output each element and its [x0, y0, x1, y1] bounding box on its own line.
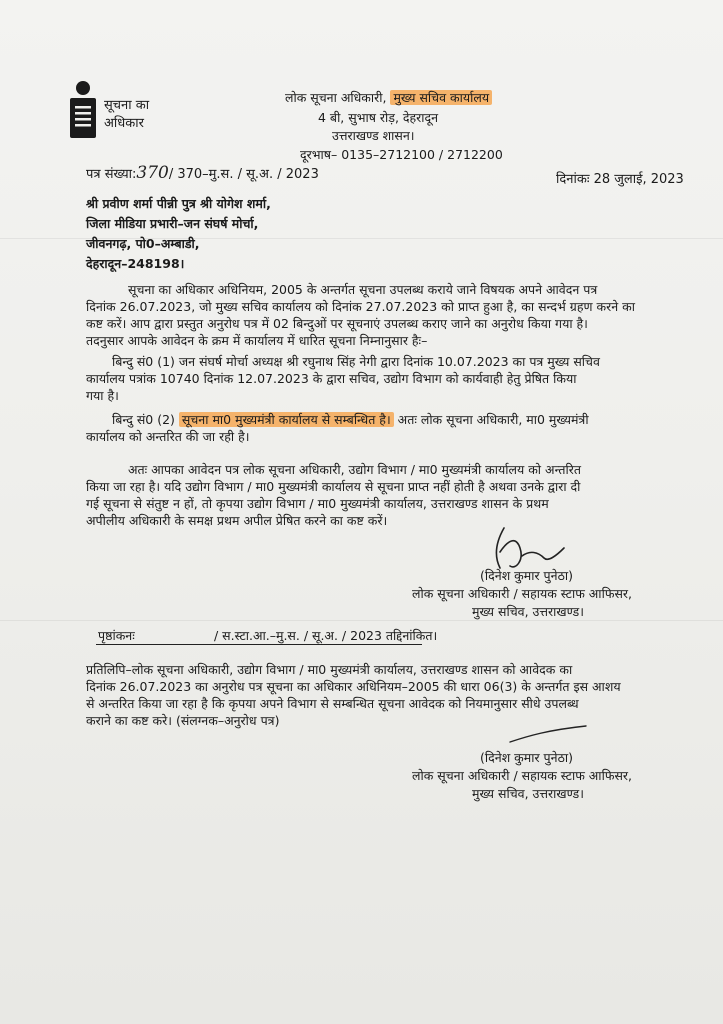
address-line: जिला मीडिया प्रभारी–जन संघर्ष मोर्चा,: [86, 216, 259, 231]
signatory-designation: लोक सूचना अधिकारी / सहायक स्टाफ आफिसर,: [412, 768, 632, 783]
para1-line: कष्ट करें। आप द्वारा प्रस्तुत अनुरोध पत्र में 02 बिन्दुओं पर सूचनाएं उपलब्ध कराए जाने का अनुरोध किया गया है।: [86, 316, 588, 331]
header-address: 4 बी, सुभाष रोड़, देहरादून: [318, 110, 439, 125]
signatory-office: मुख्य सचिव, उत्तराखण्ड।: [472, 786, 584, 801]
para2-line: गई सूचना से संतुष्ट न हों, तो कृपया उद्योग विभाग / मा0 मुख्यमंत्री कार्यालय, उत्तराखण्ड शासन के प्रथम: [86, 496, 549, 511]
logo-text-line2: अधिकार: [104, 116, 144, 131]
highlighted-office: मुख्य सचिव कार्यालय: [390, 90, 492, 105]
header-line1: [285, 90, 492, 105]
address-line: जीवनगढ़, पो0–अम्बाडी,: [86, 236, 200, 251]
para1-line: तदनुसार आपके आवेदन के क्रम में कार्यालय में धारित सूचना निम्नानुसार हैः–: [86, 333, 428, 348]
point1-line: गया है।: [86, 388, 119, 403]
point1-line: कार्यालय पत्रांक 10740 दिनांक 12.07.2023 के द्वारा सचिव, उद्योग विभाग को कार्यवाही हेतु प्रेषित किया: [86, 371, 577, 386]
para1-line: सूचना का अधिकार अधिनियम, 2005 के अन्तर्गत सूचना उपलब्ध कराये जाने विषयक अपने आवेदन पत्र: [128, 282, 598, 297]
signatory-designation: लोक सूचना अधिकारी / सहायक स्टाफ आफिसर,: [412, 586, 632, 601]
point2-line2: कार्यालय को अन्तरित की जा रही है।: [86, 429, 250, 444]
point2-suffix: अतः लोक सूचना अधिकारी, मा0 मुख्यमंत्री: [397, 412, 589, 427]
signatory-name: (दिनेश कुमार पुनेठा): [480, 750, 573, 765]
para2-line: किया जा रहा है। यदि उद्योग विभाग / मा0 मुख्यमंत्री कार्यालय से सूचना प्राप्त नहीं होती है अथवा उनके द्वारा दी: [86, 479, 581, 494]
reference-number: [86, 163, 319, 183]
rti-logo-icon: [66, 80, 100, 142]
signatory-office: मुख्य सचिव, उत्तराखण्ड।: [472, 604, 584, 619]
point1-line: बिन्दु सं0 (1) जन संघर्ष मोर्चा अध्यक्ष श्री रघुनाथ सिंह नेगी द्वारा दिनांक 10.07.2023 का पत्र मुख्य सचिव: [112, 354, 600, 369]
copy-line: कराने का कष्ट करे। (संलग्नक–अनुरोध पत्र): [86, 713, 280, 728]
letter-date: दिनांकः 28 जुलाई, 2023: [556, 172, 684, 187]
endorsement-text: / स.स्टा.आ.–मु.स. / सू.अ. / 2023 तद्दिनांकित।: [214, 628, 438, 643]
header-state: उत्तराखण्ड शासन।: [332, 128, 415, 143]
ref-label: पत्र संख्या:: [86, 167, 137, 182]
highlighted-point2: सूचना मा0 मुख्यमंत्री कार्यालय से सम्बन्धित है।: [179, 412, 394, 427]
copy-line: से अन्तरित किया जा रहा है कि कृपया अपने विभाग से सम्बन्धित सूचना आवेदक को नियमानुसार सीधे उपलब्ध: [86, 696, 579, 711]
header-phone: दूरभाष– 0135–2712100 / 2712200: [300, 147, 503, 162]
para1-line: दिनांक 26.07.2023, जो मुख्य सचिव कार्यालय को दिनांक 27.07.2023 को प्राप्त हुआ है, का सन्दर्भ ग्रहण करने का: [86, 299, 635, 314]
address-line: श्री प्रवीण शर्मा पीन्नी पुत्र श्री योगेश शर्मा,: [86, 196, 271, 211]
fold-line: [0, 620, 723, 621]
endorsement-label: पृष्ठांकनः: [98, 628, 135, 643]
address-line: देहरादून–248198।: [86, 256, 185, 271]
logo-text-line1: सूचना का: [104, 98, 150, 113]
endorsement-underline: [96, 644, 422, 645]
para2-line: अपीलीय अधिकारी के समक्ष प्रथम अपील प्रेषित करने का कष्ट करें।: [86, 513, 388, 528]
point2-prefix: बिन्दु सं0 (2): [112, 412, 175, 427]
signature-scribble-icon: [504, 722, 594, 748]
para2-line: अतः आपका आवेदन पत्र लोक सूचना अधिकारी, उद्योग विभाग / मा0 मुख्यमंत्री कार्यालय को अन्तरित: [128, 462, 582, 477]
handwritten-ref: 370: [136, 163, 169, 183]
signatory-name: (दिनेश कुमार पुनेठा): [480, 568, 573, 583]
ref-rest: / 370–मु.स. / सू.अ. / 2023: [168, 167, 319, 182]
header-office-prefix: लोक सूचना अधिकारी,: [285, 90, 387, 105]
point2-line: [112, 412, 589, 427]
copy-line: प्रतिलिपि–लोक सूचना अधिकारी, उद्योग विभाग / मा0 मुख्यमंत्री कार्यालय, उत्तराखण्ड शासन को आवेदक का: [86, 662, 573, 677]
copy-line: दिनांक 26.07.2023 का अनुरोध पत्र सूचना का अधिकार अधिनियम–2005 की धारा 06(3) के अन्तर्गत इस आशय: [86, 679, 621, 694]
